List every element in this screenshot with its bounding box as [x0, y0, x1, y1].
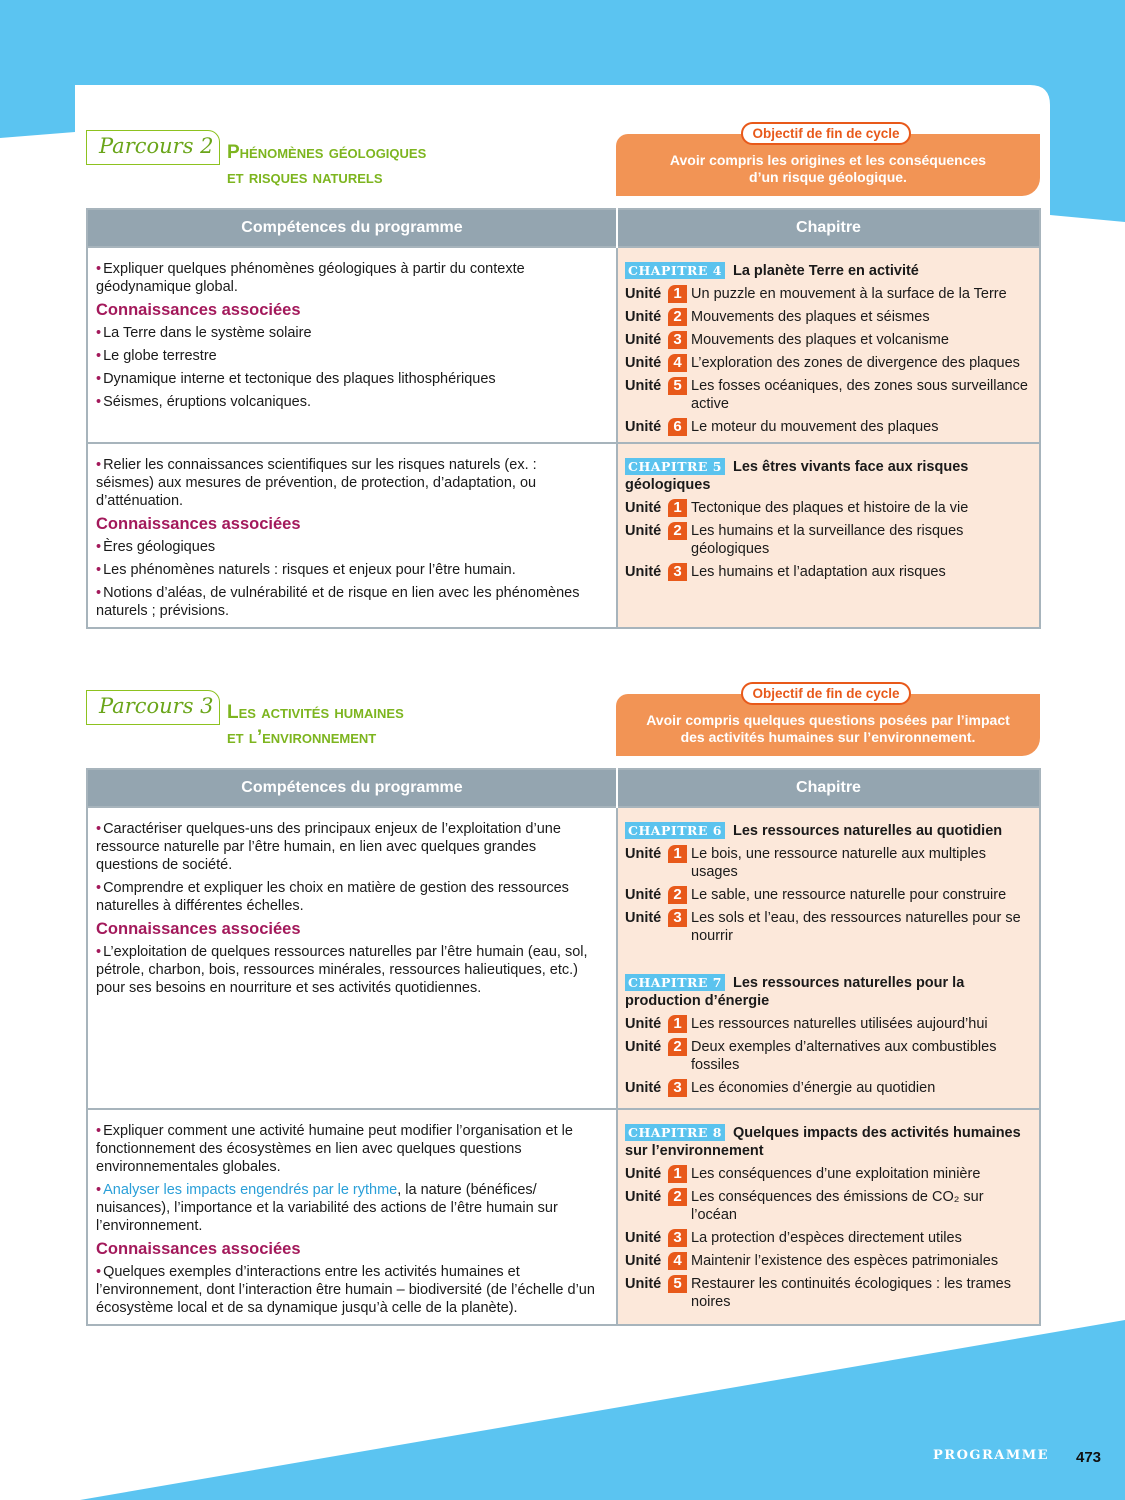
competence-text: Le globe terrestre	[103, 348, 217, 364]
chapter-heading	[625, 1124, 1033, 1160]
competence-text: Ères géologiques	[103, 539, 216, 555]
unit-word: Unité	[625, 286, 662, 302]
unit-number-badge: 4	[668, 1252, 687, 1270]
unit-number-badge: 4	[668, 354, 687, 372]
knowledge-heading: Connaissances associées	[96, 1240, 301, 1258]
unit-title: Les conséquences des émissions de CO₂ sur l’océan	[691, 1189, 984, 1223]
chapter-label: CHAPITRE 5	[625, 458, 725, 475]
unit-item	[625, 909, 1033, 945]
section-title	[227, 140, 426, 190]
competence-bullet	[96, 879, 596, 915]
unit-word: Unité	[625, 1189, 662, 1205]
competence-bullet	[96, 538, 596, 556]
unit-item	[625, 1275, 1033, 1311]
unit-item	[625, 499, 1033, 517]
competence-bullet	[96, 347, 596, 365]
competences-cell	[87, 247, 617, 443]
unit-item	[625, 1188, 1033, 1224]
unit-item	[625, 522, 1033, 558]
competence-text: Les phénomènes naturels : risques et enjeux pour l’être humain.	[103, 562, 516, 578]
competence-bullet	[96, 820, 596, 874]
unit-item	[625, 1038, 1033, 1074]
unit-number-badge: 3	[668, 1229, 687, 1247]
unit-number-badge: 3	[668, 563, 687, 581]
section-title-line: Phénomènes géologiques	[227, 142, 427, 163]
parcours-label: Parcours 2	[86, 130, 220, 165]
unit-item	[625, 1252, 1033, 1270]
section-title-line: Les activités humaines	[227, 702, 404, 723]
chapter-title: Quelques impacts des activités humaines sur l’environnement	[625, 1125, 1021, 1159]
chapter-title: Les êtres vivants face aux risques géologiques	[625, 459, 969, 493]
chapter-heading	[625, 262, 1033, 280]
unit-word: Unité	[625, 1253, 662, 1269]
unit-title: Le bois, une ressource naturelle aux multiples usages	[691, 846, 986, 880]
competence-text: Relier les connaissances scientifiques sur les risques naturels (ex. : séismes) aux mesures de prévention, de protection, d’adaptation, ou d’atténuation.	[96, 457, 537, 509]
unit-item	[625, 1165, 1033, 1183]
competence-bullet	[96, 370, 596, 388]
unit-number-badge: 1	[668, 285, 687, 303]
objective-text: d’un risque géologique.	[749, 169, 907, 185]
unit-number-badge: 5	[668, 1275, 687, 1293]
unit-word: Unité	[625, 500, 662, 516]
competence-bullet	[96, 1122, 596, 1176]
knowledge-heading: Connaissances associées	[96, 515, 301, 533]
unit-number-badge: 3	[668, 909, 687, 927]
unit-item	[625, 418, 1033, 436]
competence-bullet	[96, 1181, 596, 1235]
unit-title: Un puzzle en mouvement à la surface de la Terre	[691, 286, 1007, 302]
unit-title: Maintenir l’existence des espèces patrimoniales	[691, 1253, 999, 1269]
parcours-label: Parcours 3	[86, 690, 220, 725]
competence-bullet	[96, 324, 596, 342]
column-header: Compétences du programme	[87, 769, 617, 807]
table-row	[87, 247, 1040, 443]
competence-text: Expliquer comment une activité humaine peut modifier l’organisation et le fonctionnement des écosystèmes en lien avec quelques questions environnementales globales.	[96, 1123, 573, 1175]
unit-number-badge: 5	[668, 377, 687, 395]
knowledge-heading: Connaissances associées	[96, 920, 301, 938]
table-row	[87, 1109, 1040, 1325]
competence-bullet	[96, 1263, 596, 1317]
chapter-cell	[617, 1109, 1040, 1325]
unit-word: Unité	[625, 332, 662, 348]
unit-word: Unité	[625, 887, 662, 903]
unit-title: Le sable, une ressource naturelle pour construire	[691, 887, 1007, 903]
chapter-title: Les ressources naturelles pour la production d’énergie	[625, 975, 965, 1009]
unit-item	[625, 1079, 1033, 1097]
unit-word: Unité	[625, 1230, 662, 1246]
unit-item	[625, 377, 1033, 413]
unit-word: Unité	[625, 1166, 662, 1182]
unit-item	[625, 308, 1033, 326]
competence-text: Quelques exemples d’interactions entre les activités humaines et l’environnement, dont l’interaction être humain – biodiversité (de l’échelle d’un écosystème local et de sa dynamique jusqu’à celle de la planète).	[96, 1264, 595, 1316]
unit-number-badge: 2	[668, 1188, 687, 1206]
unit-title: Le moteur du mouvement des plaques	[691, 419, 939, 435]
objective-text: Avoir compris les origines et les conséquences	[669, 152, 987, 168]
unit-number-badge: 2	[668, 886, 687, 904]
unit-title: Mouvements des plaques et séismes	[691, 309, 930, 325]
objective-text: Avoir compris quelques questions posées par l’impact	[646, 712, 1010, 728]
competence-bullet	[96, 260, 596, 296]
spacer	[625, 950, 1033, 974]
unit-number-badge: 1	[668, 845, 687, 863]
competence-bullet	[96, 943, 596, 997]
unit-word: Unité	[625, 309, 662, 325]
unit-title: La protection d’espèces directement utiles	[691, 1230, 962, 1246]
section-title-line: et risques naturels	[227, 167, 383, 188]
unit-title: Les fosses océaniques, des zones sous surveillance active	[691, 378, 1028, 412]
unit-word: Unité	[625, 355, 662, 371]
column-header: Chapitre	[617, 209, 1040, 247]
competence-text: Séismes, éruptions volcaniques.	[103, 394, 312, 410]
competence-text: Comprendre et expliquer les choix en matière de gestion des ressources naturelles à différentes échelles.	[96, 880, 569, 914]
column-header: Compétences du programme	[87, 209, 617, 247]
table-row	[87, 443, 1040, 628]
unit-item	[625, 331, 1033, 349]
chapter-cell	[617, 247, 1040, 443]
unit-number-badge: 3	[668, 331, 687, 349]
section-title	[227, 700, 404, 750]
unit-title: Mouvements des plaques et volcanisme	[691, 332, 949, 348]
unit-title: Tectonique des plaques et histoire de la vie	[691, 500, 969, 516]
unit-title: Restaurer les continuités écologiques : les trames noires	[691, 1276, 1011, 1310]
unit-title: Les économies d’énergie au quotidien	[691, 1080, 936, 1096]
unit-item	[625, 285, 1033, 303]
footer-label: PROGRAMME	[933, 1448, 1050, 1463]
column-header: Chapitre	[617, 769, 1040, 807]
unit-number-badge: 2	[668, 522, 687, 540]
competence-bullet	[96, 456, 596, 510]
competences-cell	[87, 1109, 617, 1325]
chapter-label: CHAPITRE 8	[625, 1124, 725, 1141]
chapter-heading	[625, 974, 1033, 1010]
unit-number-badge: 2	[668, 1038, 687, 1056]
competence-bullet	[96, 584, 596, 620]
unit-item	[625, 1229, 1033, 1247]
unit-number-badge: 1	[668, 1165, 687, 1183]
unit-title: Les sols et l’eau, des ressources naturelles pour se nourrir	[691, 910, 1021, 944]
unit-number-badge: 1	[668, 1015, 687, 1033]
competence-text: L’exploitation de quelques ressources naturelles par l’être humain (eau, sol, pétrole, charbon, bois, ressources minérales, ressources halieutiques, etc.) pour ses besoins en nourriture et ses activités quotidiennes.	[96, 944, 588, 996]
unit-word: Unité	[625, 523, 662, 539]
unit-number-badge: 6	[668, 418, 687, 436]
page-number: 473	[1076, 1449, 1102, 1466]
competence-text: La Terre dans le système solaire	[103, 325, 312, 341]
unit-word: Unité	[625, 1276, 662, 1292]
competence-text: Notions d’aléas, de vulnérabilité et de risque en lien avec les phénomènes naturels ; prévisions.	[96, 585, 580, 619]
unit-word: Unité	[625, 910, 662, 926]
chapter-cell	[617, 443, 1040, 628]
unit-number-badge: 3	[668, 1079, 687, 1097]
unit-word: Unité	[625, 846, 662, 862]
chapter-label: CHAPITRE 7	[625, 974, 725, 991]
chapter-label: CHAPITRE 6	[625, 822, 725, 839]
unit-title: L’exploration des zones de divergence des plaques	[691, 355, 1020, 371]
knowledge-heading: Connaissances associées	[96, 301, 301, 319]
objective-label: Objectif de fin de cycle	[741, 682, 911, 705]
objective-text: des activités humaines sur l’environnement.	[680, 729, 976, 745]
chapter-title: Les ressources naturelles au quotidien	[732, 823, 1003, 839]
competences-table	[86, 208, 1041, 629]
unit-word: Unité	[625, 1016, 662, 1032]
competence-bullet	[96, 393, 596, 411]
competence-text: Caractériser quelques-uns des principaux enjeux de l’exploitation d’une ressource naturelle par l’être humain, en lien avec quelques grandes questions de société.	[96, 821, 561, 873]
competence-link[interactable]: Analyser les impacts engendrés par le rythme	[103, 1182, 398, 1198]
unit-number-badge: 1	[668, 499, 687, 517]
competence-text: , la nature (bénéfices/ nuisances), l’importance et la variabilité des actions de l’être humain sur l’environnement.	[96, 1182, 558, 1234]
competences-cell	[87, 807, 617, 1109]
unit-word: Unité	[625, 1080, 662, 1096]
chapter-heading	[625, 822, 1033, 840]
table-row	[87, 807, 1040, 1109]
unit-title: Les humains et la surveillance des risques géologiques	[691, 523, 964, 557]
objective-label: Objectif de fin de cycle	[741, 122, 911, 145]
table-header-row	[87, 209, 1040, 247]
unit-item	[625, 1015, 1033, 1033]
chapter-cell	[617, 807, 1040, 1109]
unit-number-badge: 2	[668, 308, 687, 326]
unit-item	[625, 354, 1033, 372]
unit-item	[625, 845, 1033, 881]
unit-item	[625, 563, 1033, 581]
chapter-heading	[625, 458, 1033, 494]
unit-item	[625, 886, 1033, 904]
chapter-title: La planète Terre en activité	[732, 263, 919, 279]
section-title-line: et l’environnement	[227, 727, 377, 748]
competence-bullet	[96, 561, 596, 579]
unit-word: Unité	[625, 378, 662, 394]
competence-text: Dynamique interne et tectonique des plaques lithosphériques	[103, 371, 496, 387]
unit-title: Deux exemples d’alternatives aux combustibles fossiles	[691, 1039, 997, 1073]
competences-table	[86, 768, 1041, 1326]
table-header-row	[87, 769, 1040, 807]
chapter-label: CHAPITRE 4	[625, 262, 725, 279]
unit-word: Unité	[625, 1039, 662, 1055]
unit-word: Unité	[625, 419, 662, 435]
unit-title: Les conséquences d’une exploitation minière	[691, 1166, 981, 1182]
unit-word: Unité	[625, 564, 662, 580]
competence-text: Expliquer quelques phénomènes géologiques à partir du contexte géodynamique global.	[96, 261, 525, 295]
unit-title: Les ressources naturelles utilisées aujourd’hui	[691, 1016, 988, 1032]
unit-title: Les humains et l’adaptation aux risques	[691, 564, 946, 580]
competences-cell	[87, 443, 617, 628]
